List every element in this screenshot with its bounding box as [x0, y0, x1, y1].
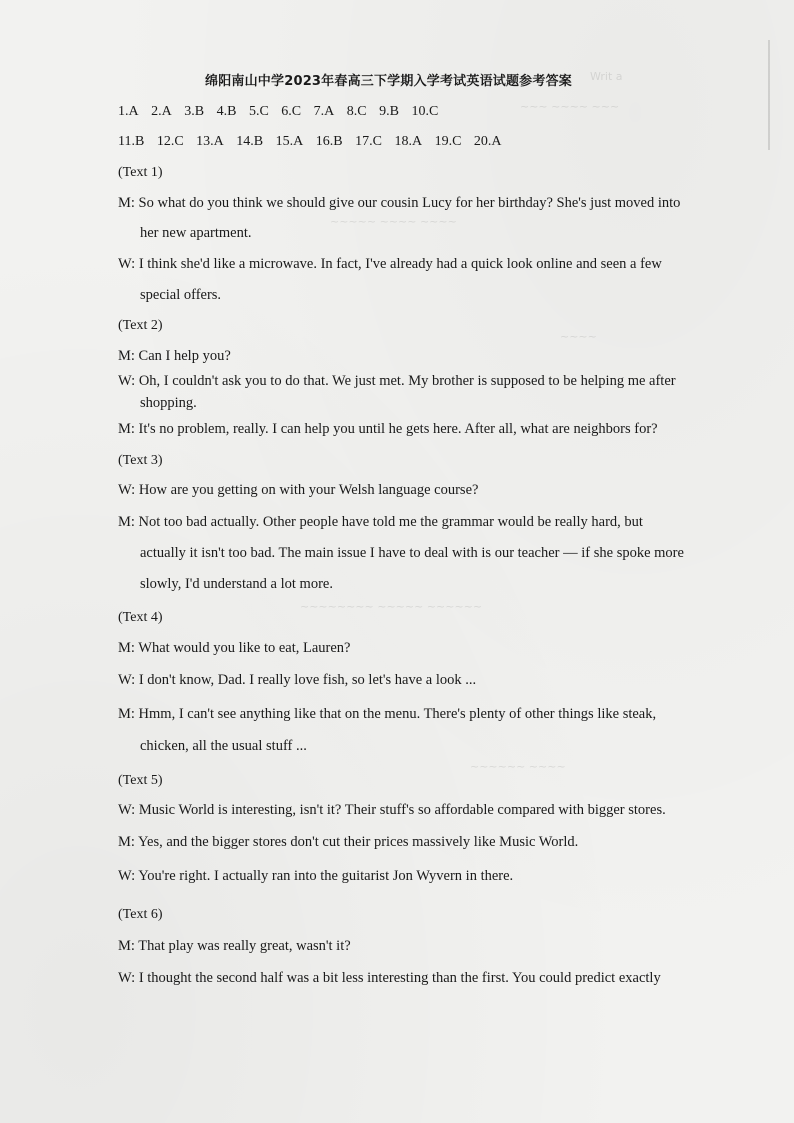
dialogue-continuation: special offers.: [140, 287, 222, 303]
answer-item: 5.C: [248, 104, 269, 119]
utterance: What would you like to eat, Lauren?: [138, 640, 351, 656]
utterance: Oh, I couldn't ask you to do that. We just met. My brother is supposed to be helping me after: [138, 373, 676, 389]
answer-item: 17.C: [355, 134, 382, 149]
bleed-through-text: ~~~ ~~~~ ~~~: [520, 100, 620, 113]
utterance: How are you getting on with your Welsh language course?: [138, 482, 479, 498]
dialogue-continuation: slowly, I'd understand a lot more.: [140, 576, 333, 592]
answer-item: 11.B: [118, 134, 145, 149]
dialogue-line: [118, 348, 231, 365]
dialogue-continuation: actually it isn't too bad. The main issue I have to deal with is our teacher — if she spoke more: [140, 545, 684, 561]
answer-item: 2.A: [151, 104, 172, 119]
dialogue-line: [118, 706, 656, 723]
answer-item: 1.A: [118, 104, 139, 119]
utterance: That play was really great, wasn't it?: [138, 938, 351, 954]
page-title: 绵阳南山中学2023年春高三下学期入学考试英语试题参考答案: [205, 74, 572, 89]
utterance: I think she'd like a microwave. In fact, I've already had a quick look online and seen a few: [138, 256, 662, 272]
text-label: (Text 3): [118, 453, 163, 468]
dialogue-line: [118, 640, 351, 657]
dialogue-line: [118, 256, 662, 273]
dialogue-continuation: chicken, all the usual stuff ...: [140, 738, 307, 754]
dialogue-line: [118, 834, 578, 851]
text-label: (Text 5): [118, 773, 163, 788]
speaker: M:: [118, 640, 135, 656]
speaker: W:: [118, 868, 136, 884]
text-label: (Text 6): [118, 907, 163, 922]
dialogue-line: [118, 195, 680, 212]
speaker: M:: [118, 348, 135, 364]
dialogue-line: [118, 421, 658, 438]
utterance: Yes, and the bigger stores don't cut their prices massively like Music World.: [138, 834, 579, 850]
speaker: W:: [118, 970, 136, 986]
speaker: W:: [118, 373, 136, 389]
answer-item: 9.B: [379, 104, 399, 119]
speaker: W:: [118, 256, 136, 272]
speaker: M:: [118, 938, 135, 954]
scan-edge-mark: [768, 40, 770, 150]
utterance: Not too bad actually. Other people have told me the grammar would be really hard, but: [138, 514, 643, 530]
answer-row-1: [118, 104, 445, 120]
bleed-through-text: Writ a: [590, 70, 623, 83]
dialogue-line: [118, 868, 513, 885]
speaker: M:: [118, 834, 135, 850]
speaker: M:: [118, 514, 135, 530]
dialogue-line: [118, 970, 661, 987]
dialogue-line: [118, 373, 676, 390]
dialogue-continuation: shopping.: [140, 395, 197, 411]
speaker: M:: [118, 195, 135, 211]
dialogue-line: [118, 802, 666, 819]
speaker: M:: [118, 706, 135, 722]
answer-item: 12.C: [156, 134, 184, 149]
answer-item: 7.A: [313, 104, 335, 119]
answer-item: 18.A: [394, 134, 423, 149]
dialogue-line: [118, 672, 476, 689]
answer-item: 16.B: [315, 134, 343, 149]
bleed-through-text: ~~~~: [560, 330, 597, 343]
utterance: Hmm, I can't see anything like that on the menu. There's plenty of other things like steak,: [138, 706, 657, 722]
answer-row-2: [118, 134, 509, 150]
answer-item: 15.A: [275, 134, 304, 149]
text-label: (Text 2): [118, 318, 163, 333]
utterance: Can I help you?: [138, 348, 231, 364]
dialogue-line: [118, 938, 351, 955]
dialogue-continuation: her new apartment.: [140, 225, 252, 241]
answer-item: 19.C: [434, 134, 462, 149]
text-label: (Text 4): [118, 610, 163, 625]
answer-item: 10.C: [411, 104, 439, 119]
bleed-through-text: ~~~~~~~~ ~~~~~ ~~~~~~: [300, 600, 483, 613]
utterance: Music World is interesting, isn't it? Their stuff's so affordable compared with bigger stores.: [138, 802, 666, 818]
dialogue-line: [118, 482, 478, 499]
utterance: You're right. I actually ran into the guitarist Jon Wyvern in there.: [138, 868, 514, 884]
answer-item: 4.B: [216, 104, 237, 119]
speaker: M:: [118, 421, 135, 437]
utterance: It's no problem, really. I can help you until he gets here. After all, what are neighbors for?: [138, 421, 658, 437]
answer-item: 14.B: [236, 134, 264, 149]
answer-item: 3.B: [184, 104, 205, 119]
answer-item: 20.A: [473, 134, 502, 149]
bleed-through-text: ~~~~~ ~~~~ ~~~~: [330, 215, 457, 228]
speaker: W:: [118, 802, 136, 818]
answer-item: 6.C: [281, 104, 302, 119]
text-label: (Text 1): [118, 165, 163, 180]
dialogue-line: [118, 514, 643, 531]
bleed-through-text: ~~~~~~ ~~~~: [470, 760, 566, 773]
answer-item: 8.C: [346, 104, 367, 119]
speaker: W:: [118, 482, 136, 498]
utterance: I thought the second half was a bit less interesting than the first. You could predict exactly: [138, 970, 661, 986]
answer-item: 13.A: [196, 134, 224, 149]
utterance: I don't know, Dad. I really love fish, so let's have a look ...: [138, 672, 477, 688]
speaker: W:: [118, 672, 136, 688]
utterance: So what do you think we should give our cousin Lucy for her birthday? She's just moved into: [138, 195, 681, 211]
